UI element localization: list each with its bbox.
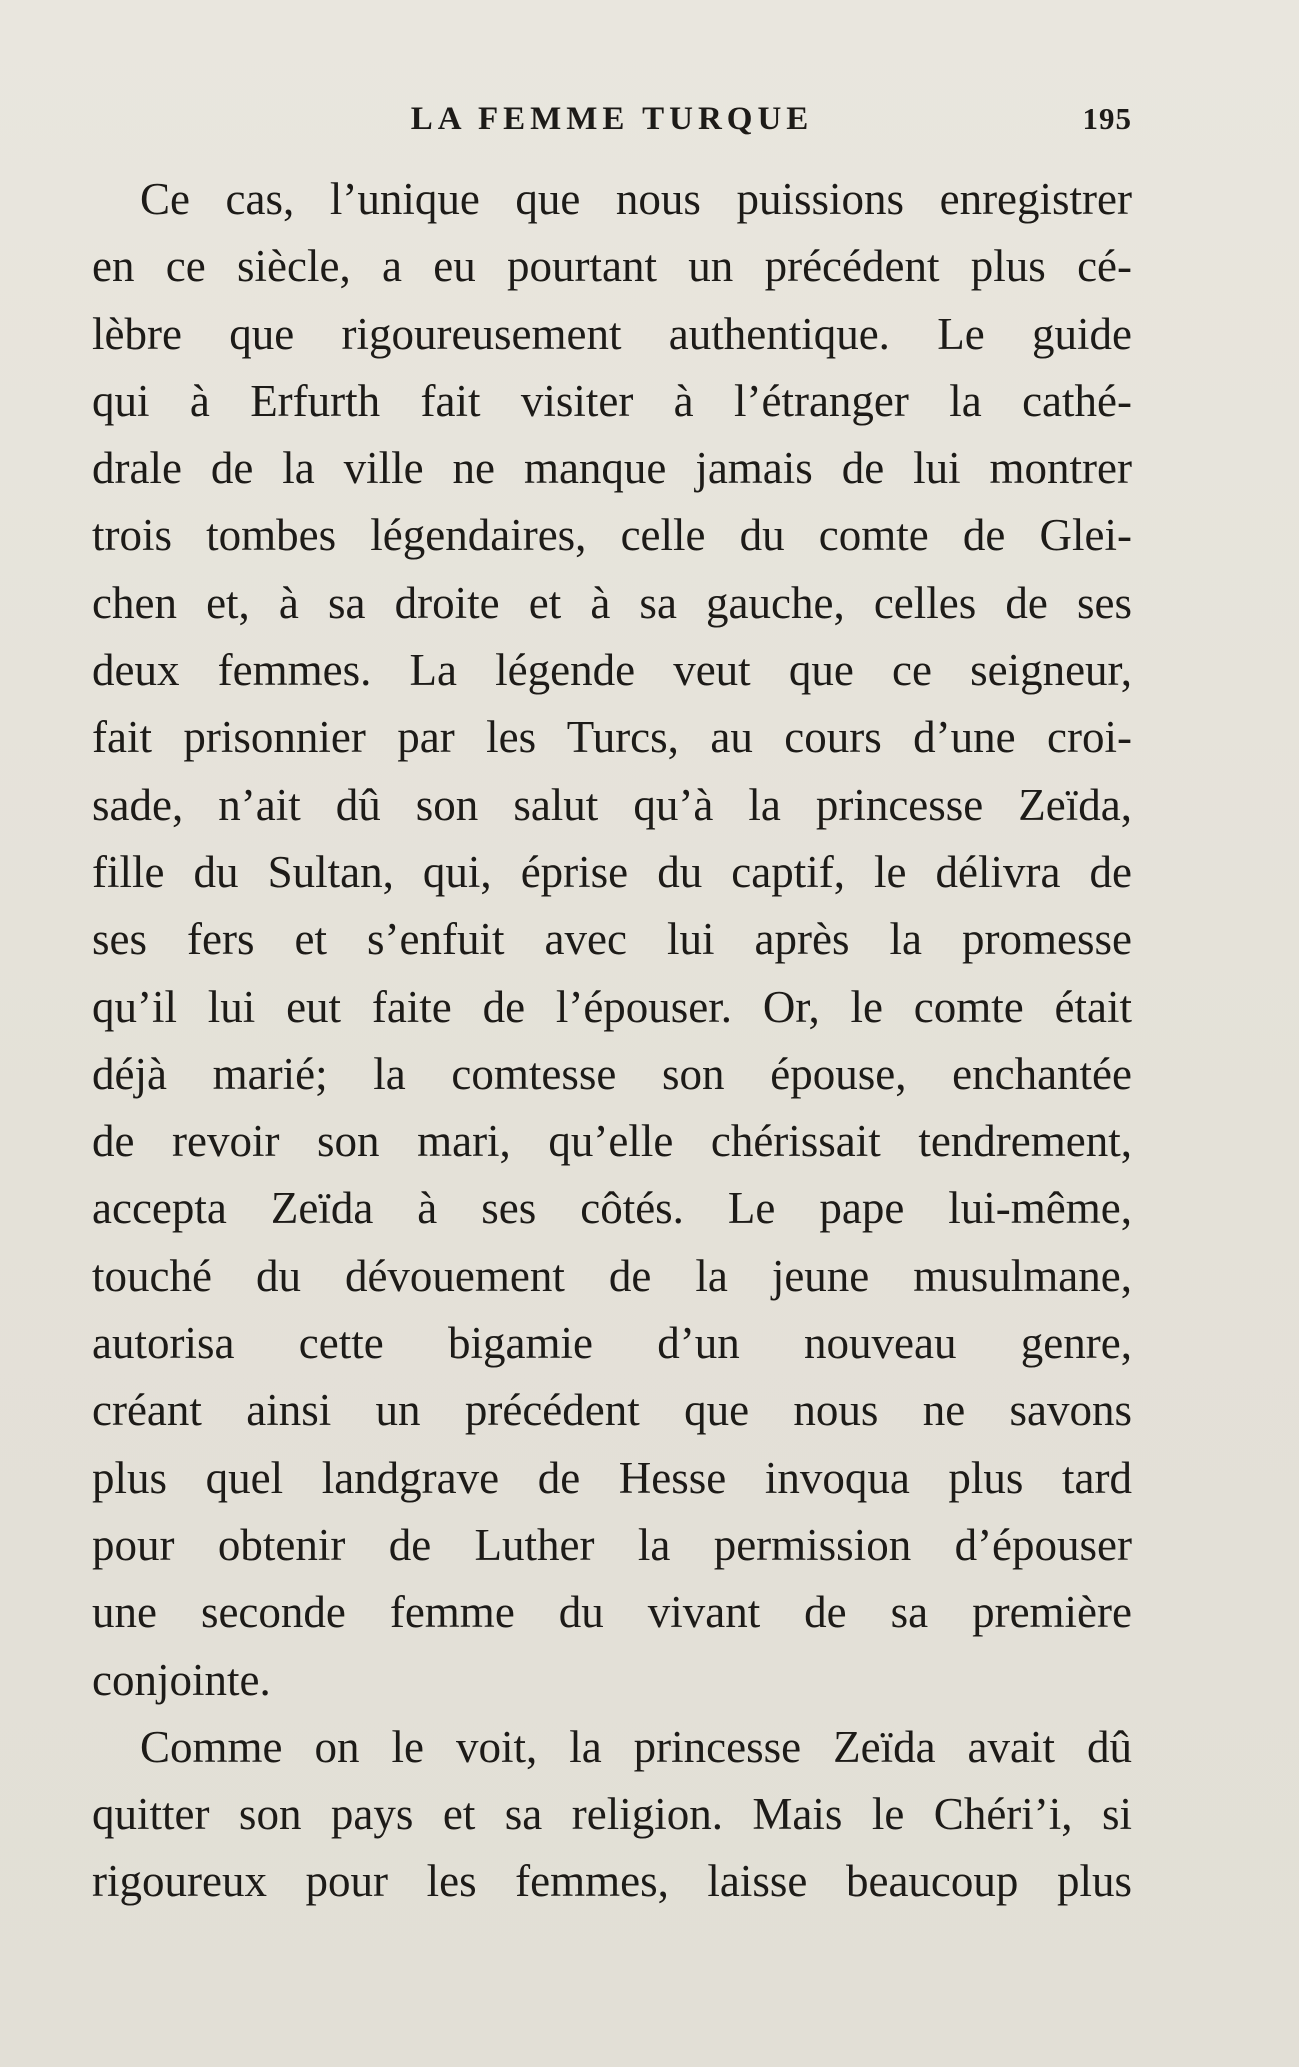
- text-line: Comme on le voit, la princesse Zeïda avait dû: [140, 1721, 1132, 1772]
- text-line: autorisa cette bigamie d’un nouveau genre,: [92, 1318, 1132, 1369]
- text-line: drale de la ville ne manque jamais de lui montrer: [92, 443, 1132, 494]
- text-line: chen et, à sa droite et à sa gauche, celles de ses: [92, 577, 1132, 628]
- text-line: rigoureux pour les femmes, laisse beaucoup plus: [92, 1856, 1132, 1907]
- text-line: pour obtenir de Luther la permission d’épouser: [92, 1519, 1132, 1570]
- text-line: quitter son pays et sa religion. Mais le Chéri’i, si: [92, 1789, 1132, 1840]
- text-line: lèbre que rigoureusement authentique. Le guide: [92, 308, 1132, 359]
- text-line: plus quel landgrave de Hesse invoqua plus tard: [92, 1452, 1132, 1503]
- text-line: déjà marié; la comtesse son épouse, enchantée: [92, 1048, 1132, 1099]
- text-line: fait prisonnier par les Turcs, au cours d’une croi-: [92, 712, 1132, 763]
- body-text: [92, 166, 1132, 1916]
- paragraph-1: [92, 166, 1132, 1714]
- text-line: touché du dévouement de la jeune musulmane,: [92, 1250, 1132, 1301]
- text-line: trois tombes légendaires, celle du comte de Glei-: [92, 510, 1132, 561]
- text-line: ses fers et s’enfuit avec lui après la promesse: [92, 914, 1132, 965]
- running-title: LA FEMME TURQUE: [410, 101, 814, 137]
- text-line: qui à Erfurth fait visiter à l’étranger la cathé-: [92, 375, 1132, 426]
- text-line: de revoir son mari, qu’elle chérissait tendrement,: [92, 1116, 1132, 1167]
- text-line: une seconde femme du vivant de sa première: [92, 1587, 1132, 1638]
- text-line: Ce cas, l’unique que nous puissions enregistrer: [140, 174, 1132, 224]
- text-line: qu’il lui eut faite de l’épouser. Or, le comte était: [92, 981, 1132, 1032]
- text-line: fille du Sultan, qui, éprise du captif, le délivra de: [92, 846, 1132, 897]
- page-number: 195: [1082, 101, 1132, 136]
- text-line: accepta Zeïda à ses côtés. Le pape lui-même,: [92, 1183, 1132, 1234]
- text-line: créant ainsi un précédent que nous ne savons: [92, 1385, 1132, 1436]
- text-line: conjointe.: [92, 1654, 271, 1705]
- paragraph-2: [92, 1714, 1132, 1916]
- running-head: [92, 96, 1132, 142]
- text-line: sade, n’ait dû son salut qu’à la princesse Zeïda,: [92, 779, 1132, 830]
- text-line: deux femmes. La légende veut que ce seigneur,: [92, 645, 1132, 696]
- text-line: en ce siècle, a eu pourtant un précédent plus cé-: [92, 241, 1132, 292]
